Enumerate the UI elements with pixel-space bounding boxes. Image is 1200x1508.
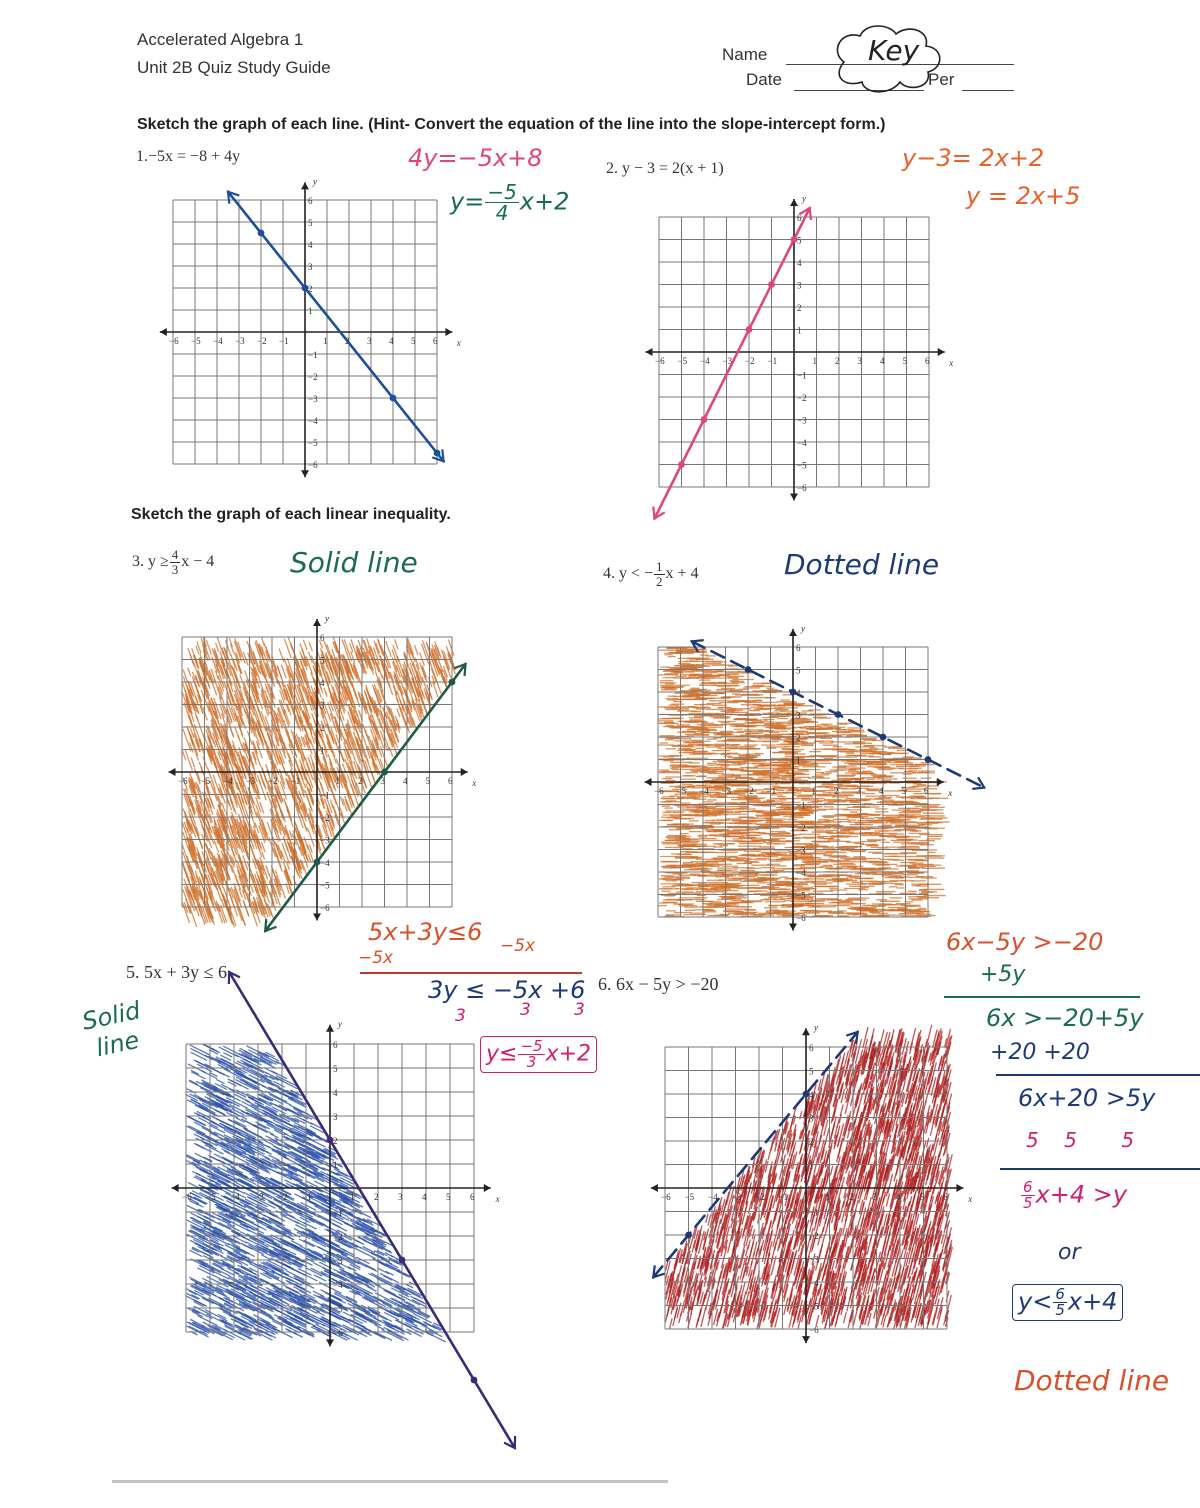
- g4-plotted-point: [880, 734, 887, 741]
- per-line: [962, 90, 1014, 91]
- g5-shade-stroke: [260, 1311, 273, 1317]
- graph-problem1: [160, 176, 461, 472]
- problem4-label: 4.: [603, 565, 615, 583]
- problem3-eq-num: 4: [171, 547, 179, 562]
- g3-shade-stroke: [272, 868, 276, 879]
- problem6-eq: 6x − 5y > −20: [616, 974, 719, 994]
- g1-x-tick-label: −1: [279, 336, 289, 346]
- g2-y-tick-label: −3: [797, 415, 807, 426]
- key-text: Key: [868, 34, 920, 67]
- g3-x-arrow: [461, 768, 468, 776]
- per-label: Per: [928, 70, 955, 89]
- g2-x-tick-label: 2: [835, 356, 840, 366]
- problem6-or: or: [1058, 1240, 1081, 1265]
- problem3-eq-b: x − 4: [181, 553, 215, 571]
- g4-x-tick-label: 2: [834, 786, 839, 796]
- g1-x-tick-label: 4: [389, 336, 394, 346]
- problem6-work-rule: [944, 996, 1140, 998]
- problem6-work-rule3: [1000, 1168, 1200, 1170]
- problem5-ans-b: x+2: [545, 1041, 592, 1067]
- problem5-equation: [126, 962, 227, 983]
- g2-plotted-point: [791, 236, 798, 243]
- g3-shade-stroke: [188, 668, 191, 677]
- g3-shade-stroke: [259, 780, 266, 800]
- g1-y-tick-label: −1: [308, 350, 318, 360]
- g2-y-tick-label: 5: [797, 235, 802, 246]
- problem2-work1: y−3= 2x+2: [902, 144, 1045, 172]
- problem1-work2-num: −5: [487, 180, 517, 204]
- g4-x-arrow: [937, 778, 944, 786]
- g4-x-arrow-neg: [645, 778, 652, 786]
- graph-problem4: [646, 624, 986, 950]
- problem3-eq-a: y ≥: [148, 553, 169, 571]
- g3-y-label: y: [325, 613, 329, 624]
- g1-x-tick-label: 3: [367, 336, 372, 346]
- g2-x-tick-label: −1: [767, 356, 778, 366]
- g2-x-tick-label: −4: [700, 356, 710, 366]
- g1-y-tick-label: −5: [308, 438, 318, 448]
- problem4-eq-den: 2: [656, 574, 663, 589]
- date-label: Date: [746, 70, 782, 89]
- g4-y-tick-label: −4: [796, 868, 806, 878]
- g2-y-tick-label: 3: [797, 280, 802, 291]
- g1-y-arrow: [301, 182, 309, 189]
- problem6-answer-box: [1012, 1284, 1123, 1321]
- g3-x-tick-label: 3: [380, 776, 385, 786]
- g3-x-tick-label: −5: [200, 776, 211, 786]
- g2-x-tick-label: −3: [722, 356, 733, 366]
- g3-shade-stroke: [262, 852, 265, 860]
- g3-x-tick-label: −6: [178, 776, 188, 786]
- g1-x-arrow-neg: [160, 328, 167, 336]
- g5-shade-stroke: [211, 1329, 233, 1340]
- g3-shade-stroke: [250, 884, 253, 893]
- g1-y-tick-label: 2: [308, 284, 313, 294]
- g1-x-tick-label: 1: [323, 336, 328, 346]
- g2-y-tick-label: 4: [797, 258, 802, 268]
- g4-plotted-point: [925, 756, 932, 763]
- g3-shade-stroke: [324, 688, 327, 697]
- g4-x-tick-label: −5: [676, 786, 687, 796]
- problem6-w7: [1020, 1180, 1127, 1211]
- problem5-eq: 5x + 3y ≤ 6: [144, 962, 228, 982]
- g1-y-label: y: [313, 176, 317, 187]
- g2-y-label: y: [802, 193, 806, 204]
- g2-x-tick-label: 4: [880, 356, 885, 366]
- g3-x-tick-label: −1: [290, 776, 301, 786]
- problem5-work2: 3y ≤ −5x +6: [428, 976, 586, 1004]
- problem6-equation: [598, 974, 718, 995]
- g3-shade-stroke: [194, 767, 200, 784]
- g2-x-arrow-neg: [646, 348, 653, 356]
- g4-x-tick-label: 5: [901, 786, 906, 796]
- g4-plotted-point: [835, 711, 842, 718]
- g4-y-tick-label: −2: [796, 823, 806, 833]
- g3-shade-stroke: [184, 879, 187, 888]
- problem6-ans-num: 6: [1055, 1285, 1065, 1303]
- section1-instruction: Sketch the graph of each line. (Hint- Convert the equation of the line into the slope-intercept form.): [137, 116, 886, 133]
- g4-x-tick-label: 4: [879, 786, 884, 796]
- g3-shade-stroke: [284, 798, 288, 810]
- g4-x-tick-label: 3: [856, 786, 861, 796]
- g3-shade-stroke: [363, 724, 367, 737]
- section2-instruction: Sketch the graph of each linear inequality.: [131, 506, 451, 523]
- problem6-ans-den: 5: [1055, 1301, 1065, 1319]
- g3-shade-stroke: [266, 764, 270, 775]
- problem6-w5: 6x+20 >5y: [1018, 1084, 1156, 1112]
- problem6-w7-num: 6: [1023, 1178, 1033, 1196]
- g2-x-tick-label: −6: [655, 356, 665, 366]
- problem5-work2-d3: 3: [574, 1000, 585, 1020]
- g2-y-tick-label: −2: [797, 393, 807, 403]
- g4-y-tick-label: 5: [796, 665, 801, 676]
- problem5-label: 5.: [126, 962, 140, 982]
- g1-y-tick-label: 3: [308, 262, 313, 272]
- g1-y-tick-label: −2: [308, 372, 318, 382]
- g2-x-tick-label: −2: [745, 356, 755, 366]
- g4-y-label: y: [801, 623, 805, 634]
- problem6-w7-den: 5: [1023, 1194, 1033, 1212]
- g4-y-tick-label: 2: [796, 733, 801, 743]
- g4-y-tick-label: −1: [796, 800, 806, 811]
- g3-shade-stroke: [303, 640, 307, 650]
- problem6-w3: 6x >−20+5y: [986, 1004, 1144, 1032]
- problem3-eq-den: 3: [171, 562, 179, 577]
- g4-y-tick-label: 3: [796, 710, 801, 721]
- g3-shade-stroke: [330, 799, 333, 807]
- g3-x-tick-label: 6: [448, 776, 453, 786]
- g2-y-tick-label: 2: [797, 303, 802, 313]
- problem6-w1: 6x−5y >−20: [946, 928, 1104, 956]
- g3-shade-stroke: [203, 756, 207, 768]
- g3-x-tick-label: 1: [335, 776, 340, 786]
- problem3-label: 3.: [132, 553, 144, 571]
- g2-plotted-point: [768, 281, 775, 288]
- g2-x-tick-label: −5: [677, 356, 688, 366]
- g3-shade-stroke: [198, 835, 203, 849]
- graph-problem3: [160, 614, 480, 934]
- problem5-work1c: −5x: [500, 936, 536, 956]
- g1-y-tick-label: −4: [308, 416, 318, 426]
- g4-x-tick-label: −1: [766, 786, 777, 796]
- g4-y-tick-label: 1: [796, 755, 801, 766]
- g2-y-tick-label: 1: [797, 325, 802, 336]
- problem1-work2-a: y=: [450, 187, 485, 216]
- g2-x-tick-label: 5: [902, 356, 907, 366]
- problem5-work2-d2: 3: [520, 1000, 531, 1020]
- g1-y-tick-label: −3: [308, 394, 318, 404]
- g3-x-tick-label: −3: [245, 776, 256, 786]
- g3-shade-stroke: [216, 643, 219, 652]
- g3-shade-stroke: [414, 645, 418, 655]
- g4-y-tick-label: −3: [796, 845, 806, 856]
- g2-plotted-point: [678, 461, 685, 468]
- g3-y-tick-label: −6: [320, 903, 330, 913]
- g3-y-tick-label: −1: [320, 790, 330, 801]
- g2-x-tick-label: 3: [857, 356, 862, 366]
- g3-y-tick-label: 5: [320, 655, 325, 666]
- g2-y-arrow-neg: [790, 494, 798, 501]
- g4-x-tick-label: −3: [721, 786, 732, 796]
- g3-shade-stroke: [304, 823, 307, 832]
- problem3-note: Solid line: [290, 546, 418, 579]
- g2-y-tick-label: 6: [797, 213, 802, 223]
- g4-plotted-point: [790, 689, 797, 696]
- problem6-w2: +5y: [980, 962, 1026, 987]
- g4-y-tick-label: −6: [796, 913, 806, 923]
- g1-y-tick-label: 4: [308, 240, 313, 250]
- g3-shade-stroke: [243, 900, 249, 916]
- problem1-label: 1.: [136, 148, 148, 165]
- g3-x-tick-label: 4: [403, 776, 408, 786]
- g5-shading: [186, 1044, 446, 1342]
- problem2-work2: y = 2x+5: [966, 182, 1081, 210]
- g3-shade-stroke: [191, 757, 194, 767]
- g4-x-tick-label: 1: [811, 786, 816, 796]
- name-label: Name: [722, 45, 768, 64]
- graph-problem5: [156, 988, 506, 1396]
- problem2-eq: y − 3 = 2(x + 1): [622, 160, 724, 177]
- g3-y-tick-label: −3: [320, 835, 330, 846]
- g4-x-tick-label: 6: [924, 786, 929, 796]
- problem4-eq-b: x + 4: [665, 565, 699, 583]
- g2-x-tick-label: 1: [812, 356, 817, 366]
- g3-x-tick-label: 5: [425, 776, 430, 786]
- problem1-eq: −5x = −8 + 4y: [148, 148, 241, 165]
- problem6-note: Dotted line: [1014, 1364, 1170, 1397]
- g3-shade-stroke: [209, 675, 216, 696]
- g2-y-arrow: [790, 199, 798, 206]
- problem1-work2-den: 4: [495, 201, 509, 225]
- problem5-work1b: −5x: [358, 948, 394, 968]
- g1-y-tick-label: −6: [308, 460, 318, 470]
- g3-x-tick-label: −4: [223, 776, 233, 786]
- g2-x-tick-label: 6: [925, 356, 930, 366]
- problem4-equation: [603, 560, 699, 589]
- problem5-work-rule: [360, 972, 582, 974]
- g3-y-tick-label: −4: [320, 858, 330, 868]
- g3-shade-stroke: [351, 651, 355, 663]
- g1-x-label: x: [456, 338, 461, 348]
- g4-plotted-point: [745, 666, 752, 673]
- g1-x-tick-label: 5: [411, 336, 416, 346]
- problem6-ans-a: y<: [1018, 1287, 1053, 1316]
- g3-shade-stroke: [281, 665, 286, 679]
- g3-shade-stroke: [395, 639, 398, 649]
- g1-x-tick-label: −4: [213, 336, 223, 346]
- g3-y-tick-label: 4: [320, 678, 325, 688]
- g1-y-arrow-neg: [301, 470, 309, 477]
- g1-x-tick-label: −2: [257, 336, 267, 346]
- problem5-note2: line: [93, 1025, 142, 1063]
- g3-y-tick-label: 6: [320, 633, 325, 643]
- g1-y-tick-label: 5: [308, 218, 313, 228]
- problem1-equation: [136, 148, 240, 166]
- g3-y-arrow: [313, 619, 321, 626]
- g3-shade-stroke: [397, 708, 400, 716]
- problem6-w6: 5 5 5: [1026, 1128, 1135, 1152]
- problem3-equation: [132, 548, 214, 577]
- g4-y-arrow: [789, 629, 797, 636]
- g1-y-tick-label: 1: [308, 306, 313, 316]
- g3-x-label: x: [472, 778, 477, 788]
- g3-shade-stroke: [279, 648, 284, 662]
- problem4-note: Dotted line: [784, 548, 940, 581]
- problem5-ans-den: 3: [526, 1053, 537, 1071]
- g1-plotted-point: [434, 450, 441, 457]
- problem5-ans-num: −5: [520, 1037, 543, 1055]
- g2-x-arrow: [938, 348, 945, 356]
- g1-plotted-point: [390, 395, 397, 402]
- g3-y-tick-label: −5: [320, 880, 330, 891]
- g2-plotted-point: [746, 326, 753, 333]
- g3-x-arrow-neg: [169, 768, 176, 776]
- g3-shade-stroke: [261, 842, 264, 852]
- graph-problem2: [646, 182, 954, 493]
- problem6-work-rule2: [996, 1074, 1200, 1076]
- problem1-work2: [450, 182, 569, 223]
- g1-x-tick-label: 6: [433, 336, 438, 346]
- problem2-equation: [606, 160, 724, 178]
- problem6-w7-b: x+4 >y: [1035, 1180, 1128, 1209]
- problem6-ans-b: x+4: [1067, 1287, 1118, 1316]
- problem4-eq-a: y < −: [619, 565, 654, 583]
- g3-y-tick-label: −2: [320, 813, 330, 823]
- g1-plotted-point: [258, 230, 265, 237]
- g3-x-tick-label: −2: [268, 776, 278, 786]
- problem5-note1: Solid: [79, 996, 143, 1036]
- g3-y-arrow-neg: [313, 914, 321, 921]
- g1-y-tick-label: 6: [308, 196, 313, 206]
- g4-y-arrow-neg: [789, 924, 797, 931]
- problem5-work2-d1: 3: [455, 1006, 466, 1026]
- g1-x-tick-label: −3: [235, 336, 245, 346]
- g4-y-tick-label: 6: [796, 643, 801, 653]
- g3-plotted-point: [314, 859, 321, 866]
- g3-shade-stroke: [287, 809, 293, 827]
- problem2-label: 2.: [606, 160, 618, 177]
- g2-y-tick-label: −1: [797, 370, 807, 381]
- problem4-eq-num: 1: [656, 559, 663, 574]
- problem1-work1: 4y=−5x+8: [408, 144, 543, 172]
- g5-shade-stroke: [405, 1284, 413, 1288]
- g5-shade-stroke: [191, 1072, 205, 1079]
- g3-x-tick-label: 2: [358, 776, 363, 786]
- problem6-w4: +20 +20: [990, 1040, 1090, 1065]
- g4-x-tick-label: −4: [699, 786, 709, 796]
- g4-y-tick-label: 4: [796, 688, 801, 698]
- g2-y-tick-label: −5: [797, 460, 807, 471]
- g2-y-tick-label: −4: [797, 438, 807, 448]
- g3-y-tick-label: 1: [320, 745, 325, 756]
- g4-x-tick-label: −2: [744, 786, 754, 796]
- g1-x-arrow: [445, 328, 452, 336]
- g1-x-tick-label: −5: [191, 336, 201, 346]
- g3-shade-stroke: [422, 701, 427, 714]
- problem5-work1: 5x+3y≤6: [368, 918, 483, 946]
- g3-plotted-point: [449, 679, 456, 686]
- unit-title: Unit 2B Quiz Study Guide: [137, 58, 331, 77]
- g2-plotted-point: [701, 416, 708, 423]
- problem5-ans-a: y≤: [486, 1041, 518, 1067]
- g3-shade-stroke: [389, 747, 392, 757]
- problem6-label: 6.: [598, 974, 612, 994]
- g2-x-label: x: [949, 358, 954, 368]
- g3-plotted-point: [381, 769, 388, 776]
- g3-shade-stroke: [290, 701, 296, 719]
- g3-shade-stroke: [352, 751, 356, 762]
- g2-y-tick-label: −6: [797, 483, 807, 493]
- problem1-work2-b: x+2: [519, 187, 570, 216]
- g3-shade-stroke: [309, 642, 312, 651]
- g1-x-tick-label: −6: [169, 336, 179, 346]
- course-title: Accelerated Algebra 1: [137, 30, 304, 49]
- g4-x-tick-label: −6: [654, 786, 664, 796]
- g3-y-tick-label: 2: [320, 723, 325, 733]
- g4-y-tick-label: −5: [796, 890, 806, 901]
- g5-shade-stroke: [236, 1090, 255, 1099]
- g3-y-tick-label: 3: [320, 700, 325, 711]
- g1-plotted-point: [302, 285, 309, 292]
- g4-x-label: x: [948, 788, 953, 798]
